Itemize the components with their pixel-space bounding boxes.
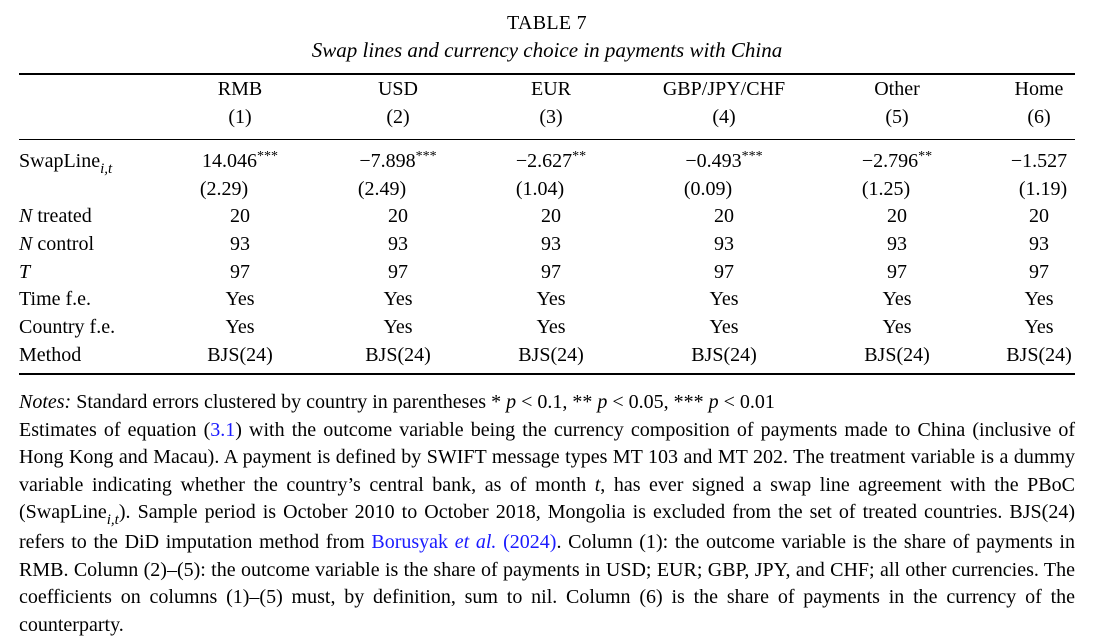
column-label: Other — [874, 78, 920, 100]
value-cell: 93 — [887, 233, 907, 255]
row-label-method: Method — [19, 344, 82, 366]
std-error-cell: (1.19) — [1018, 178, 1068, 200]
row-label-t: T — [19, 261, 31, 283]
value-cell: Yes — [1024, 316, 1054, 338]
column-label: RMB — [217, 78, 263, 100]
bottom-rule — [19, 373, 1075, 375]
value-cell: 93 — [714, 233, 734, 255]
notes-body: Estimates of equation (3.1) with the outcome variable being the currency composition of payments made to China (inclusive of Hong Kong and Macau). A payment is defined by SWIFT message types MT 103 and MT 202. The treatment variable is a dummy variable indicating whether the country’s central bank, as of month t, has ever signed a swap line agreement with the PBoC (SwapLine$_{i,t}$). Sample period is October 2010 to October 2018, Mongolia is excluded from the set of treated countries. BJS(24) refers to the DiD imputation method from Borusyak et al. (2024). Column (1): the outcome variable is the share of payments in RMB. Column (2)–(5): the outcome variable is the share of payments in USD; EUR; GBP, JPY, and CHF; all other currencies. The coefficients on columns (1)–(5) must, by definition, sum to nil. Column (6) is the share of payments in the currency of the counterparty. — [19, 418, 1076, 636]
coefficient-cell: −2.796** — [861, 149, 933, 172]
value-cell: Yes — [536, 288, 566, 310]
value-cell: Yes — [383, 316, 413, 338]
column-label: EUR — [531, 78, 571, 100]
value-cell: 97 — [388, 261, 408, 283]
value-cell: BJS(24) — [691, 344, 757, 366]
value-cell: Yes — [709, 316, 739, 338]
table-subtitle: Swap lines and currency choice in payments with China — [311, 38, 783, 62]
coefficient-cell: −0.493*** — [685, 149, 763, 172]
value-cell: 93 — [388, 233, 408, 255]
std-error-cell: (2.29) — [199, 178, 249, 200]
row-label-swapline: SwapLine$_{i,t}$ — [19, 150, 113, 177]
value-cell: BJS(24) — [365, 344, 431, 366]
column-number: (5) — [885, 106, 909, 128]
coefficient-cell: −7.898*** — [359, 149, 437, 172]
value-cell: Yes — [1024, 288, 1054, 310]
column-number: (3) — [539, 106, 563, 128]
header-rule — [19, 139, 1075, 140]
column-number: (4) — [712, 106, 736, 128]
coefficient-cell: 14.046*** — [202, 149, 278, 172]
column-label: GBP/JPY/CHF — [662, 78, 786, 100]
row-label-n-control: N control — [19, 233, 94, 255]
std-error-cell: (1.25) — [861, 178, 911, 200]
value-cell: 20 — [541, 205, 561, 227]
equation-link[interactable]: 3.1 — [210, 418, 236, 441]
value-cell: BJS(24) — [1006, 344, 1072, 366]
value-cell: 97 — [1029, 261, 1049, 283]
std-error-cell: (2.49) — [357, 178, 407, 200]
std-error-cell: (1.04) — [515, 178, 565, 200]
column-number: (1) — [228, 106, 252, 128]
notes-label: Notes: — [19, 391, 72, 413]
citation-link[interactable]: Borusyak et al. (2024) — [371, 530, 557, 553]
value-cell: 97 — [714, 261, 734, 283]
value-cell: 20 — [887, 205, 907, 227]
value-cell: Yes — [383, 288, 413, 310]
value-cell: 97 — [230, 261, 250, 283]
value-cell: 20 — [388, 205, 408, 227]
value-cell: BJS(24) — [518, 344, 584, 366]
column-number: (2) — [386, 106, 410, 128]
value-cell: 20 — [230, 205, 250, 227]
top-rule — [19, 73, 1075, 75]
value-cell: 97 — [541, 261, 561, 283]
value-cell: Yes — [882, 316, 912, 338]
table-title: TABLE 7 — [507, 12, 587, 34]
value-cell: 97 — [887, 261, 907, 283]
column-number: (6) — [1027, 106, 1051, 128]
coefficient-cell: −1.527 — [1010, 150, 1068, 172]
std-error-cell: (0.09) — [683, 178, 733, 200]
value-cell: Yes — [536, 316, 566, 338]
value-cell: BJS(24) — [207, 344, 273, 366]
value-cell: 93 — [1029, 233, 1049, 255]
value-cell: BJS(24) — [864, 344, 930, 366]
value-cell: 20 — [714, 205, 734, 227]
value-cell: 93 — [230, 233, 250, 255]
notes-significance-line: Notes: Standard errors clustered by country in parentheses * p < 0.1, ** p < 0.05, *** p < 0.01 — [19, 391, 775, 413]
value-cell: Yes — [225, 288, 255, 310]
value-cell: Yes — [709, 288, 739, 310]
value-cell: Yes — [225, 316, 255, 338]
row-label-n-treated: N treated — [19, 205, 92, 227]
row-label-time-fe: Time f.e. — [19, 288, 92, 310]
row-label-country-fe: Country f.e. — [19, 316, 116, 338]
value-cell: 93 — [541, 233, 561, 255]
value-cell: 20 — [1029, 205, 1049, 227]
coefficient-cell: −2.627** — [515, 149, 587, 172]
value-cell: Yes — [882, 288, 912, 310]
table-notes — [19, 389, 1075, 639]
column-label: Home — [1014, 78, 1064, 100]
column-label: USD — [377, 78, 419, 100]
